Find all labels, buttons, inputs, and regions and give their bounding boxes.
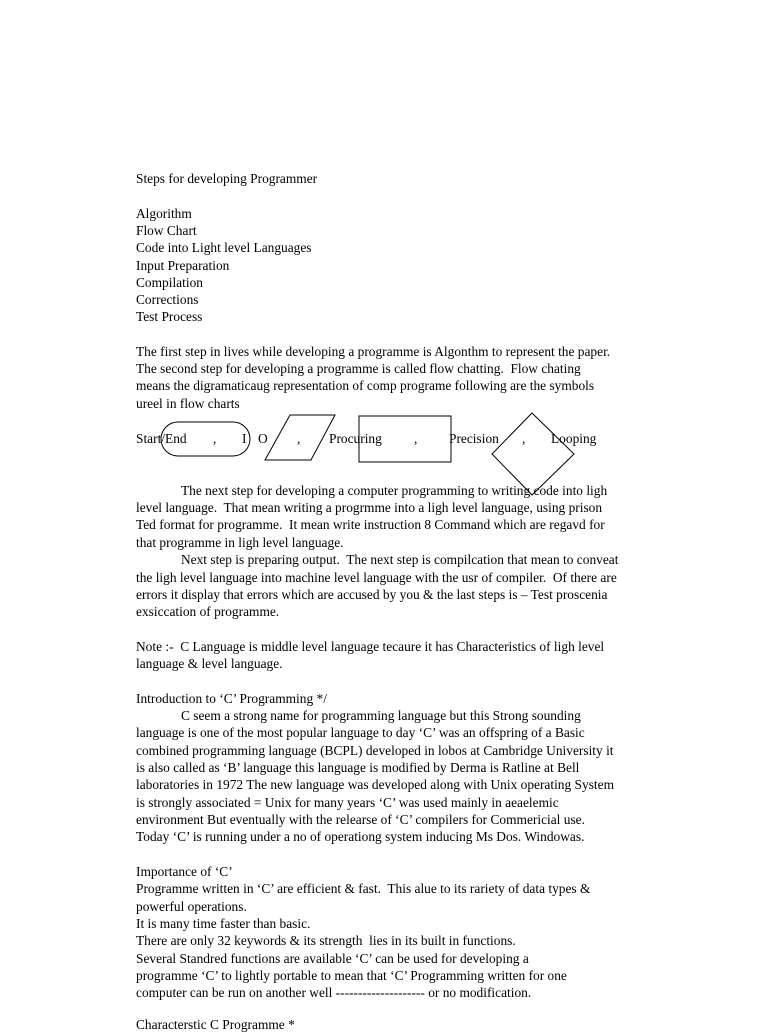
section-heading-importance: Importance of ‘C’ (136, 864, 233, 879)
paragraph-line: The first step in lives while developing a programme is Algonthm to represent the paper. (136, 344, 611, 359)
label-io-o: O (258, 431, 268, 446)
paragraph-line: exsiccation of programme. (136, 604, 280, 619)
flowchart-symbols (0, 0, 768, 500)
label-precision: Precision (449, 431, 499, 446)
separator-comma: , (297, 431, 301, 446)
paragraph-line: Several Standred functions are available ‘C’ can be used for developing a (136, 951, 529, 966)
paragraph-line: level language. That mean writing a progrmme into a ligh level language, using prison (136, 500, 603, 515)
step-item: Compilation (136, 275, 203, 290)
paragraph-line: Next step is preparing output. The next step is compilcation that mean to conveat (181, 552, 619, 567)
label-looping: Looping (551, 431, 597, 446)
section-heading-characteristics: Characterstic C Programme * (136, 1017, 295, 1032)
separator-comma: , (414, 431, 418, 446)
note-line: Note :- C Language is middle level language tecaure it has Characteristics of ligh level (136, 639, 605, 654)
paragraph-line: laboratories in 1972 The new language was developed along with Unix operating System (136, 777, 614, 792)
paragraph-line: environment But eventually with the relearse of ‘C’ compilers for Commericial use. (136, 812, 585, 827)
section-heading-intro: Introduction to ‘C’ Programming */ (136, 691, 327, 706)
step-item: Flow Chart (136, 223, 197, 238)
step-item: Test Process (136, 309, 203, 324)
step-item: Corrections (136, 292, 199, 307)
label-procuring: Procuring (329, 431, 382, 446)
step-item: Code into Light level Languages (136, 240, 312, 255)
separator-comma: , (522, 431, 526, 446)
separator-comma: , (213, 431, 217, 446)
document-title: Steps for developing Programmer (136, 171, 318, 186)
paragraph-line: Programme written in ‘C’ are efficient & fast. This alue to its rariety of data types & (136, 881, 591, 896)
step-item: Algorithm (136, 206, 192, 221)
paragraph-line: Today ‘C’ is running under a no of operationg system inducing Ms Dos. Windowas. (136, 829, 585, 844)
label-start-end: Start/End (136, 431, 187, 446)
step-item: Input Preparation (136, 258, 230, 273)
label-io-i: I (242, 431, 247, 446)
note-line: language & level language. (136, 656, 283, 671)
paragraph-line: that programme in ligh level language. (136, 535, 344, 550)
paragraph-line: The next step for developing a computer programming to writing code into ligh (181, 483, 608, 498)
paragraph-line: language is one of the most popular language to day ‘C’ was an offspring of a Basic (136, 725, 585, 740)
paragraph-line: The second step for developing a programme is called flow chatting. Flow chating (136, 361, 581, 376)
paragraph-line: computer can be run on another well -------------------- or no modification. (136, 985, 532, 1000)
paragraph-line: errors it display that errors which are accused by you & the last steps is – Test proscenia (136, 587, 608, 602)
paragraph-line: is also called as ‘B’ language this language is modified by Derma is Ratline at Bell (136, 760, 580, 775)
paragraph-line: programme ‘C’ to lightly portable to mean that ‘C’ Programming written for one (136, 968, 567, 983)
paragraph-line: It is many time faster than basic. (136, 916, 311, 931)
paragraph-line: C seem a strong name for programming language but this Strong sounding (181, 708, 581, 723)
paragraph-line: means the digramaticaug representation of comp programe following are the symbols (136, 378, 595, 393)
paragraph-line: There are only 32 keywords & its strength lies in its built in functions. (136, 933, 516, 948)
paragraph-line: ureel in flow charts (136, 396, 240, 411)
paragraph-line: Ted format for programme. It mean write instruction 8 Command which are regavd for (136, 517, 605, 532)
paragraph-line: powerful operations. (136, 899, 247, 914)
paragraph-line: the ligh level language into machine level language with the usr of compiler. Of there are (136, 570, 617, 585)
paragraph-line: is strongly associated = Unix for many years ‘C’ was used mainly in aeaelemic (136, 795, 559, 810)
paragraph-line: combined programming language (BCPL) developed in lobos at Cambridge University it (136, 743, 614, 758)
